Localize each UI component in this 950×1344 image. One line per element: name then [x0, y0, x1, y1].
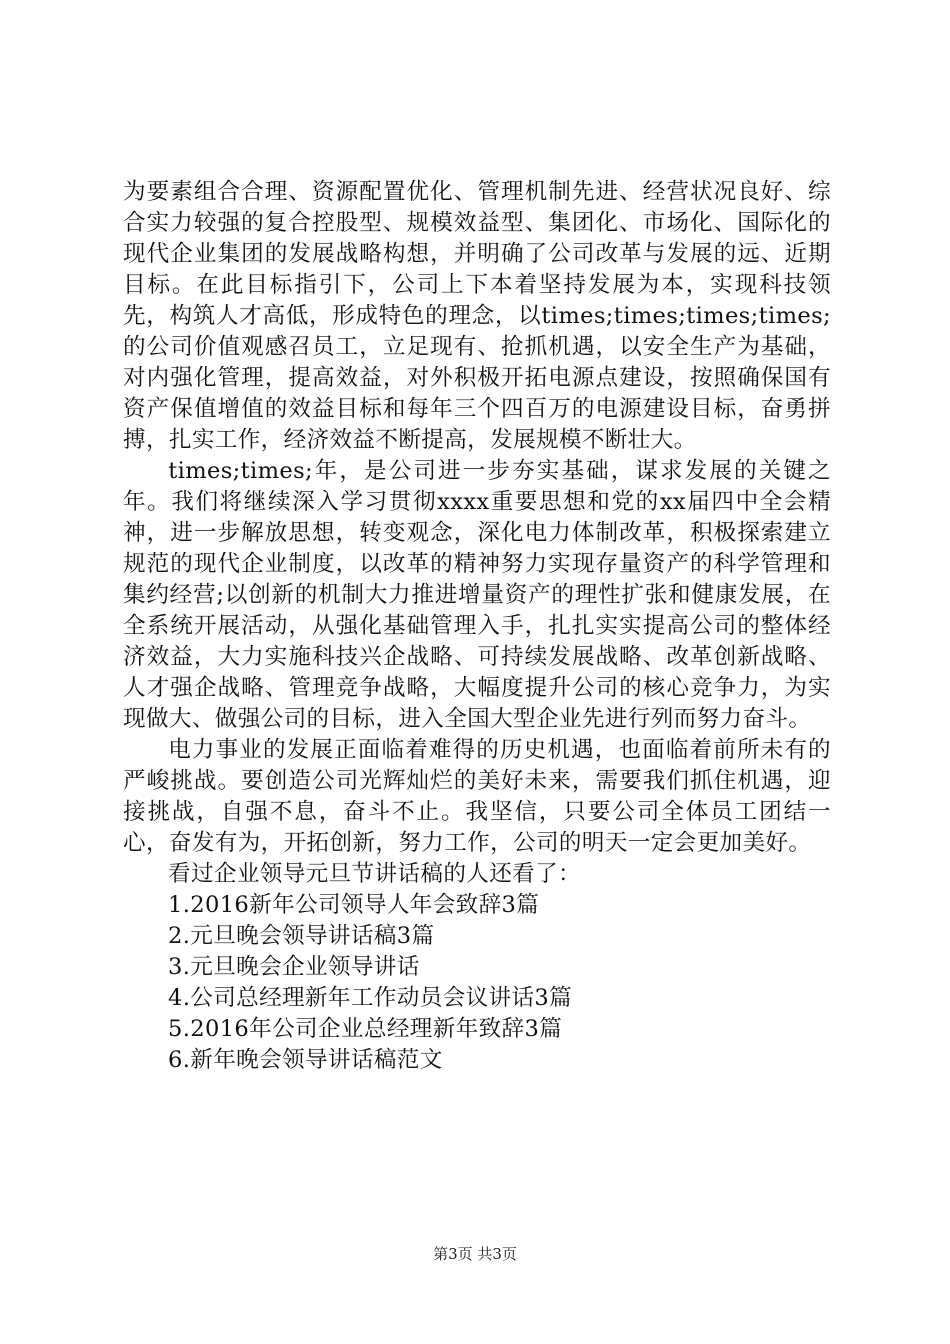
- related-article-link[interactable]: 1.2016新年公司领导人年会致辞3篇: [168, 892, 540, 918]
- document-body: [123, 177, 831, 1076]
- related-article-link[interactable]: 4.公司总经理新年工作动员会议讲话3篇: [168, 985, 573, 1011]
- related-article-link[interactable]: 5.2016年公司企业总经理新年致辞3篇: [168, 1016, 563, 1042]
- related-article-link[interactable]: 6.新年晚会领导讲话稿范文: [168, 1047, 443, 1073]
- related-articles-list: [123, 890, 831, 1076]
- body-paragraph-1: 为要素组合合理、资源配置优化、管理机制先进、经营状况良好、综合实力较强的复合控股型、规模效益型、集团化、市场化、国际化的现代企业集团的发展战略构想，并明确了公司改革与发展的远、近期目标。在此目标指引下，公司上下本着坚持发展为本，实现科技领先，构筑人才高低，形成特色的理念，以times;times;times;times;的公司价值观感召员工，立足现有、抢抓机遇，以安全生产为基础，对内强化管理，提高效益，对外积极开拓电源点建设，按照确保国有资产保值增值的效益目标和每年三个四百万的电源建设目标，奋勇拼搏，扎实工作，经济效益不断提高，发展规模不断壮大。: [123, 179, 831, 453]
- page-number-footer: 第3页 共3页: [433, 1245, 517, 1263]
- body-paragraph-2: times;times;年，是公司进一步夯实基础，谋求发展的关键之年。我们将继续深入学习贯彻xxxx重要思想和党的xx届四中全会精神，进一步解放思想，转变观念，深化电力体制改革，积极探索建立规范的现代企业制度，以改革的精神努力实现存量资产的科学管理和集约经营;以创新的机制大力推进增量资产的理性扩张和健康发展，在全系统开展活动，从强化基础管理入手，扎扎实实提高公司的整体经济效益，大力实施科技兴企战略、可持续发展战略、改革创新战略、人才强企战略、管理竞争战略，大幅度提升公司的核心竞争力，为实现做大、做强公司的目标，进入全国大型企业先进行列而努力奋斗。: [123, 458, 831, 732]
- related-articles-heading: 看过企业领导元旦节讲话稿的人还看了：: [168, 861, 581, 887]
- related-article-link[interactable]: 2.元旦晚会领导讲话稿3篇: [168, 923, 435, 949]
- body-paragraph-3: 电力事业的发展正面临着难得的历史机遇，也面临着前所未有的严峻挑战。要创造公司光辉灿烂的美好未来，需要我们抓住机遇，迎接挑战，自强不息，奋斗不止。我坚信，只要公司全体员工团结一心，奋发有为，开拓创新，努力工作，公司的明天一定会更加美好。: [123, 737, 831, 856]
- related-article-link[interactable]: 3.元旦晚会企业领导讲话: [168, 954, 420, 980]
